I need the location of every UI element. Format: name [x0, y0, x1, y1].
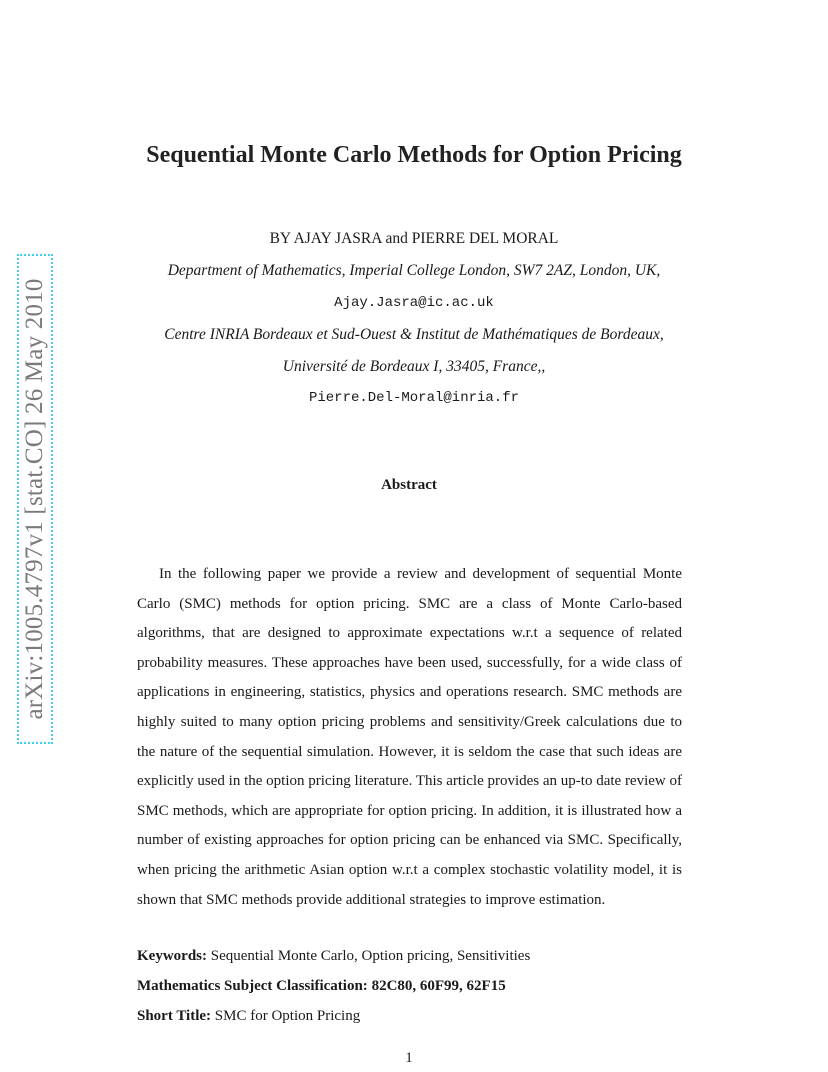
arxiv-identifier: arXiv:1005.4797v1 [stat.CO] 26 May 2010	[21, 278, 48, 720]
keywords-label: Keywords:	[137, 948, 207, 964]
page-number: 1	[405, 1050, 413, 1066]
msc-line	[137, 978, 506, 995]
short-title-value: SMC for Option Pricing	[214, 1008, 361, 1024]
short-title-label: Short Title:	[137, 1008, 212, 1024]
short-title-line	[137, 1008, 360, 1025]
keywords-line	[137, 948, 530, 965]
paper-title: Sequential Monte Carlo Methods for Option Pricing	[146, 142, 682, 168]
msc-label: Mathematics Subject Classification:	[137, 978, 368, 994]
affiliation-imperial: Department of Mathematics, Imperial College London, SW7 2AZ, London, UK,	[167, 262, 661, 279]
affiliation-bordeaux: Université de Bordeaux I, 33405, France,,	[282, 358, 546, 375]
email-del-moral: Pierre.Del-Moral@inria.fr	[308, 390, 520, 406]
email-jasra: Ajay.Jasra@ic.ac.uk	[334, 295, 494, 311]
keywords-value: Sequential Monte Carlo, Option pricing, Sensitivities	[210, 948, 531, 964]
affiliation-inria: Centre INRIA Bordeaux et Sud-Ouest & Institut de Mathématiques de Bordeaux,	[164, 326, 664, 343]
abstract-heading: Abstract	[381, 477, 437, 493]
msc-value: 82C80, 60F99, 62F15	[371, 978, 506, 994]
abstract-text: In the following paper we provide a review and development of sequential Monte Carlo (SMC) methods for option pricing. SMC are a class of Monte Carlo-based algorithms, that are designed to approximate expectations w.r.t a sequence of related probability measures. These approaches have been used, successfully, for a wide class of applications in engineering, statistics, physics and operations research. SMC methods are highly suited to many option pricing problems and sensitivity/Greek calculations due to the nature of the sequential simulation. However, it is seldom the case that such ideas are explicitly used in the option pricing literature. This article provides an up-to date review of SMC methods, which are appropriate for option pricing. In addition, it is illustrated how a number of existing approaches for option pricing can be enhanced via SMC. Specifically, when pricing the arithmetic Asian option w.r.t a complex stochastic volatility model, it is shown that SMC methods provide additional strategies to improve estimation.	[137, 566, 682, 908]
authors: BY AJAY JASRA and PIERRE DEL MORAL	[269, 230, 559, 247]
